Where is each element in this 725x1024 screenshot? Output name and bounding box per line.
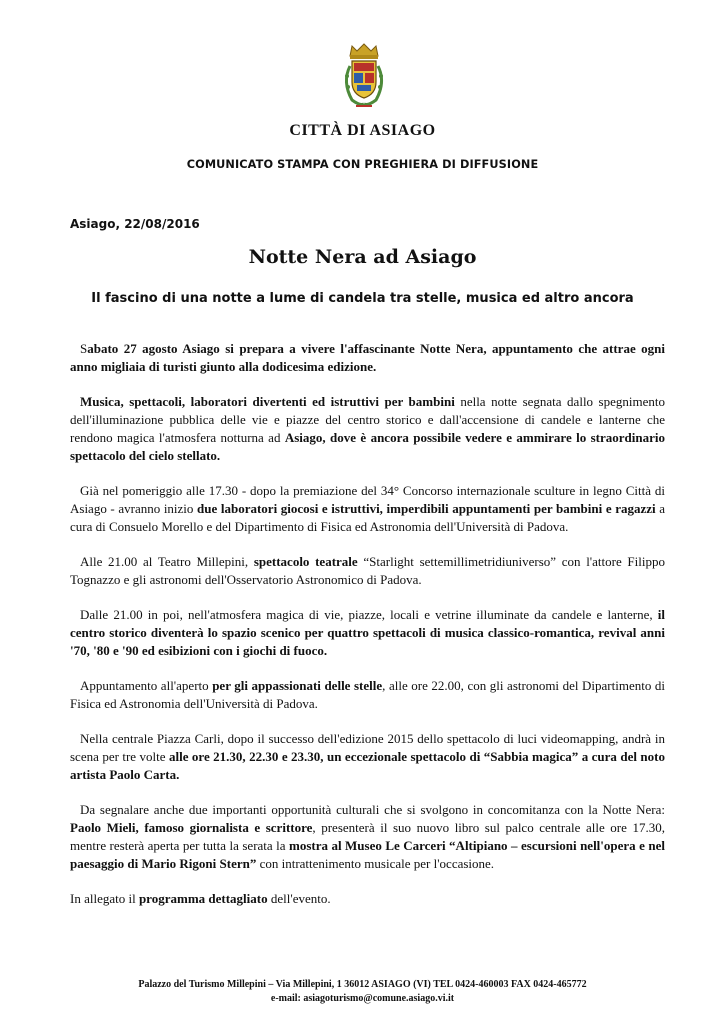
footer <box>0 978 725 1006</box>
city-name: CITTÀ DI ASIAGO <box>289 122 436 139</box>
document-date: Asiago, 22/08/2016 <box>70 217 200 231</box>
footer-address: Palazzo del Turismo Millepini – Via Millepini, 1 36012 ASIAGO (VI) TEL 0424-460003 FAX 0424-465772 <box>138 979 587 990</box>
press-release-label: COMUNICATO STAMPA CON PREGHIERA DI DIFFUSIONE <box>186 158 539 171</box>
paragraph-7: Nella centrale Piazza Carli, dopo il successo dell'edizione 2015 dello spettacolo di luci videomapping, andrà in scena per tre volte alle ore 21.30, 22.30 e 23.30, un eccezionale spettacolo di “Sabbia magica” a cura del noto artista Paolo Carta. <box>70 731 665 782</box>
paragraph-2: Musica, spettacoli, laboratori divertenti ed istruttivi per bambini nella notte segnata dallo spegnimento dell'illuminazione pubblica delle vie e piazze del centro storico e dall'accensione di candele e lanterne che rendono magica l'atmosfera notturna ad Asiago, dove è ancora possibile vedere e ammirare lo straordinario spettacolo del cielo stellato. <box>70 394 665 463</box>
paragraph-6: Appuntamento all'aperto per gli appassionati delle stelle, alle ore 22.00, con gli astronomi del Dipartimento di Fisica ed Astronomia dell'Università di Padova. <box>70 678 665 711</box>
paragraph-1: Sabato 27 agosto Asiago si prepara a vivere l'affascinante Notte Nera, appuntamento che attrae ogni anno migliaia di turisti giunto alla dodicesima edizione. <box>70 341 665 374</box>
paragraph-9: In allegato il programma dettagliato dell'evento. <box>70 891 331 906</box>
paragraph-3: Già nel pomeriggio alle 17.30 - dopo la premiazione del 34° Concorso internazionale sculture in legno Città di Asiago - avranno inizio due laboratori giocosi e istruttivi, imperdibili appuntamenti per bambini e ragazzi a cura di Consuelo Morello e del Dipartimento di Fisica ed Astronomia dell'Università di Padova. <box>70 483 665 534</box>
footer-email: e-mail: asiagoturismo@comune.asiago.vi.it <box>270 993 455 1004</box>
paragraph-8: Da segnalare anche due importanti opportunità culturali che si svolgono in concomitanza con la Notte Nera: Paolo Mieli, famoso giornalista e scrittore, presenterà il suo nuovo libro sul palco centrale alle ore 17.30, mentre resterà aperta per tutta la serata la mostra al Museo Le Carceri “Altipiano – escursioni nell'opera e nel paesaggio di Mario Rigoni Stern” con intrattenimento musicale per l'occasione. <box>70 802 665 871</box>
paragraph-5: Dalle 21.00 in poi, nell'atmosfera magica di vie, piazze, locali e vetrine illuminate da candele e lanterne, il centro storico diventerà lo spazio scenico per quattro spettacoli di musica classico-romantica, revival anni '70, '80 e '90 ed esibizioni con i giochi di fuoco. <box>70 607 665 658</box>
document-body <box>70 340 665 925</box>
coat-of-arms-icon <box>338 42 390 112</box>
document-title: Notte Nera ad Asiago <box>248 246 477 268</box>
document-subtitle: Il fascino di una notte a lume di candela tra stelle, musica ed altro ancora <box>91 291 634 306</box>
paragraph-4: Alle 21.00 al Teatro Millepini, spettacolo teatrale “Starlight settemillimetridiuniverso” con l'attore Filippo Tognazzo e gli astronomi dell'Osservatorio Astronomico di Padova. <box>70 554 665 587</box>
